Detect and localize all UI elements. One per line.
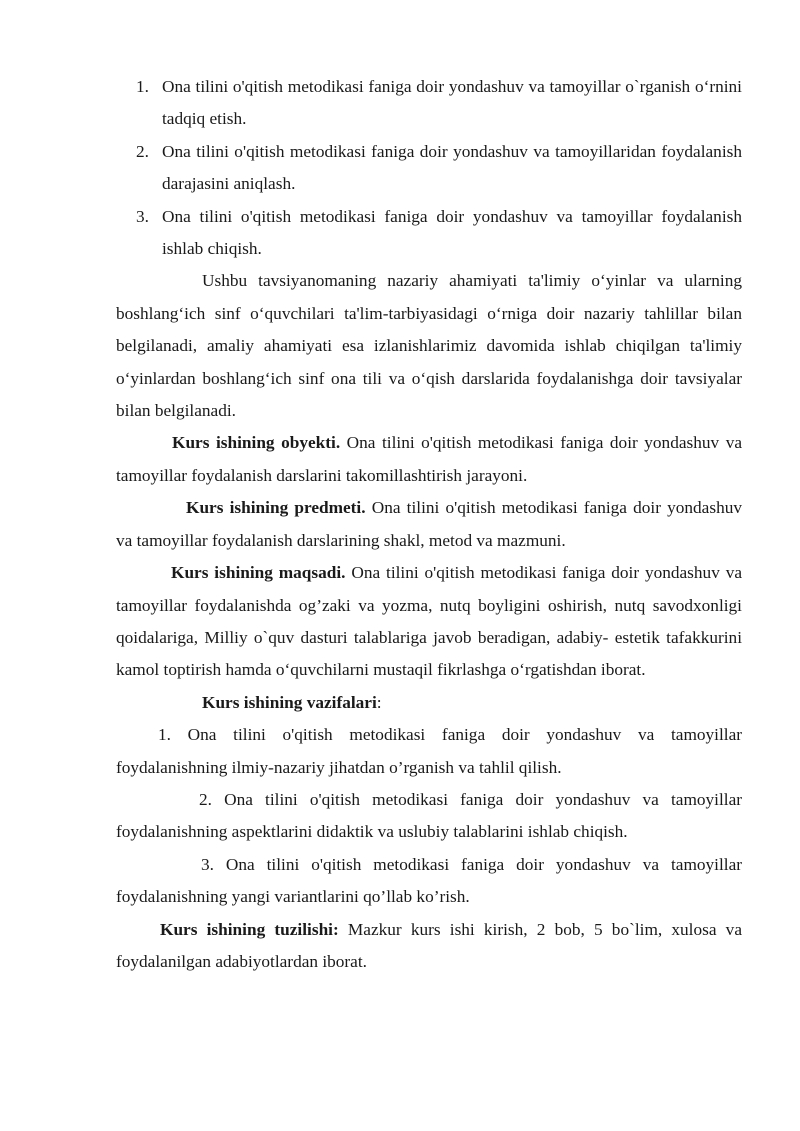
list-number: 2. — [136, 141, 149, 161]
task-item: 1. Ona tilini o'qitish metodikasi faniga doir yondashuv va tamoyillar foydalanishning ilmiy-nazariy jihatdan o’rganish va tahlil qilish. — [116, 725, 742, 777]
goal-label: Kurs ishining maqsadi. — [171, 563, 346, 583]
list-item — [116, 71, 742, 136]
document-body — [116, 71, 742, 978]
subject-label: Kurs ishining predmeti. — [186, 498, 366, 518]
subject-paragraph: Kurs ishining predmeti. Ona tilini o'qitish metodikasi faniga doir yondashuv va tamoyillar foydalanish darslarining shakl, metod va mazmuni. — [116, 498, 742, 550]
list-item — [116, 136, 742, 201]
list-text: Ona tilini o'qitish metodikasi faniga doir yondashuv va tamoyillar foydalanish ishlab chiqish. — [162, 206, 742, 259]
list-number: 3. — [136, 206, 149, 226]
task-item: 2. Ona tilini o'qitish metodikasi faniga doir yondashuv va tamoyillar foydalanishning aspektlarini didaktik va uslubiy talablarini ishlab chiqish. — [116, 789, 742, 842]
list-text: Ona tilini o'qitish metodikasi faniga doir yondashuv va tamoyillar o`rganish o‘rnini tadqiq etish. — [162, 77, 742, 129]
tasks-heading: Kurs ishining vazifalari: — [202, 692, 382, 712]
list-number: 1. — [136, 77, 149, 96]
significance-paragraph: Ushbu tavsiyanomaning nazariy ahamiyati ta'limiy o‘yinlar va ularning boshlang‘ich sinf o‘quvchilari ta'lim-tarbiyasidagi o‘rniga doir nazariy tahlillar bilan belgilanadi, amaliy ahamiyati esa izlanishlarimiz davomida ishlab chiqilgan ta'limiy o‘yinlardan boshlang‘ich sinf ona tili va o‘qish darslarida foydalanishga doir tavsiyalar bilan belgilanadi. — [116, 271, 742, 421]
list-item — [116, 201, 742, 266]
object-label: Kurs ishining obyekti. — [172, 433, 341, 453]
structure-label: Kurs ishining tuzilishi: — [160, 919, 339, 939]
structure-paragraph: Kurs ishining tuzilishi: Mazkur kurs ishi kirish, 2 bob, 5 bo`lim, xulosa va foydalanilgan adabiyotlardan iborat. — [116, 919, 742, 971]
list-text: Ona tilini o'qitish metodikasi faniga doir yondashuv va tamoyillaridan foydalanish darajasini aniqlash. — [162, 141, 742, 194]
task-item: 3. Ona tilini o'qitish metodikasi faniga doir yondashuv va tamoyillar foydalanishning yangi variantlarini qo’llab ko’rish. — [116, 854, 742, 907]
goal-paragraph: Kurs ishining maqsadi. Ona tilini o'qitish metodikasi faniga doir yondashuv va tamoyillar foydalanishda og’zaki va yozma, nutq boyligini oshirish, nutq savodxonligi qoidalariga, Milliy o`quv dasturi talablariga javob beradigan, adabiy- estetik tafakkurini kamol toptirish hamda o‘quvchilarni mustaqil fikrlashga o‘rgatishdan iborat. — [116, 563, 743, 680]
object-paragraph: Kurs ishining obyekti. Ona tilini o'qitish metodikasi faniga doir yondashuv va tamoyillar foydalanish darslarini takomillashtirish jarayoni. — [116, 433, 742, 485]
